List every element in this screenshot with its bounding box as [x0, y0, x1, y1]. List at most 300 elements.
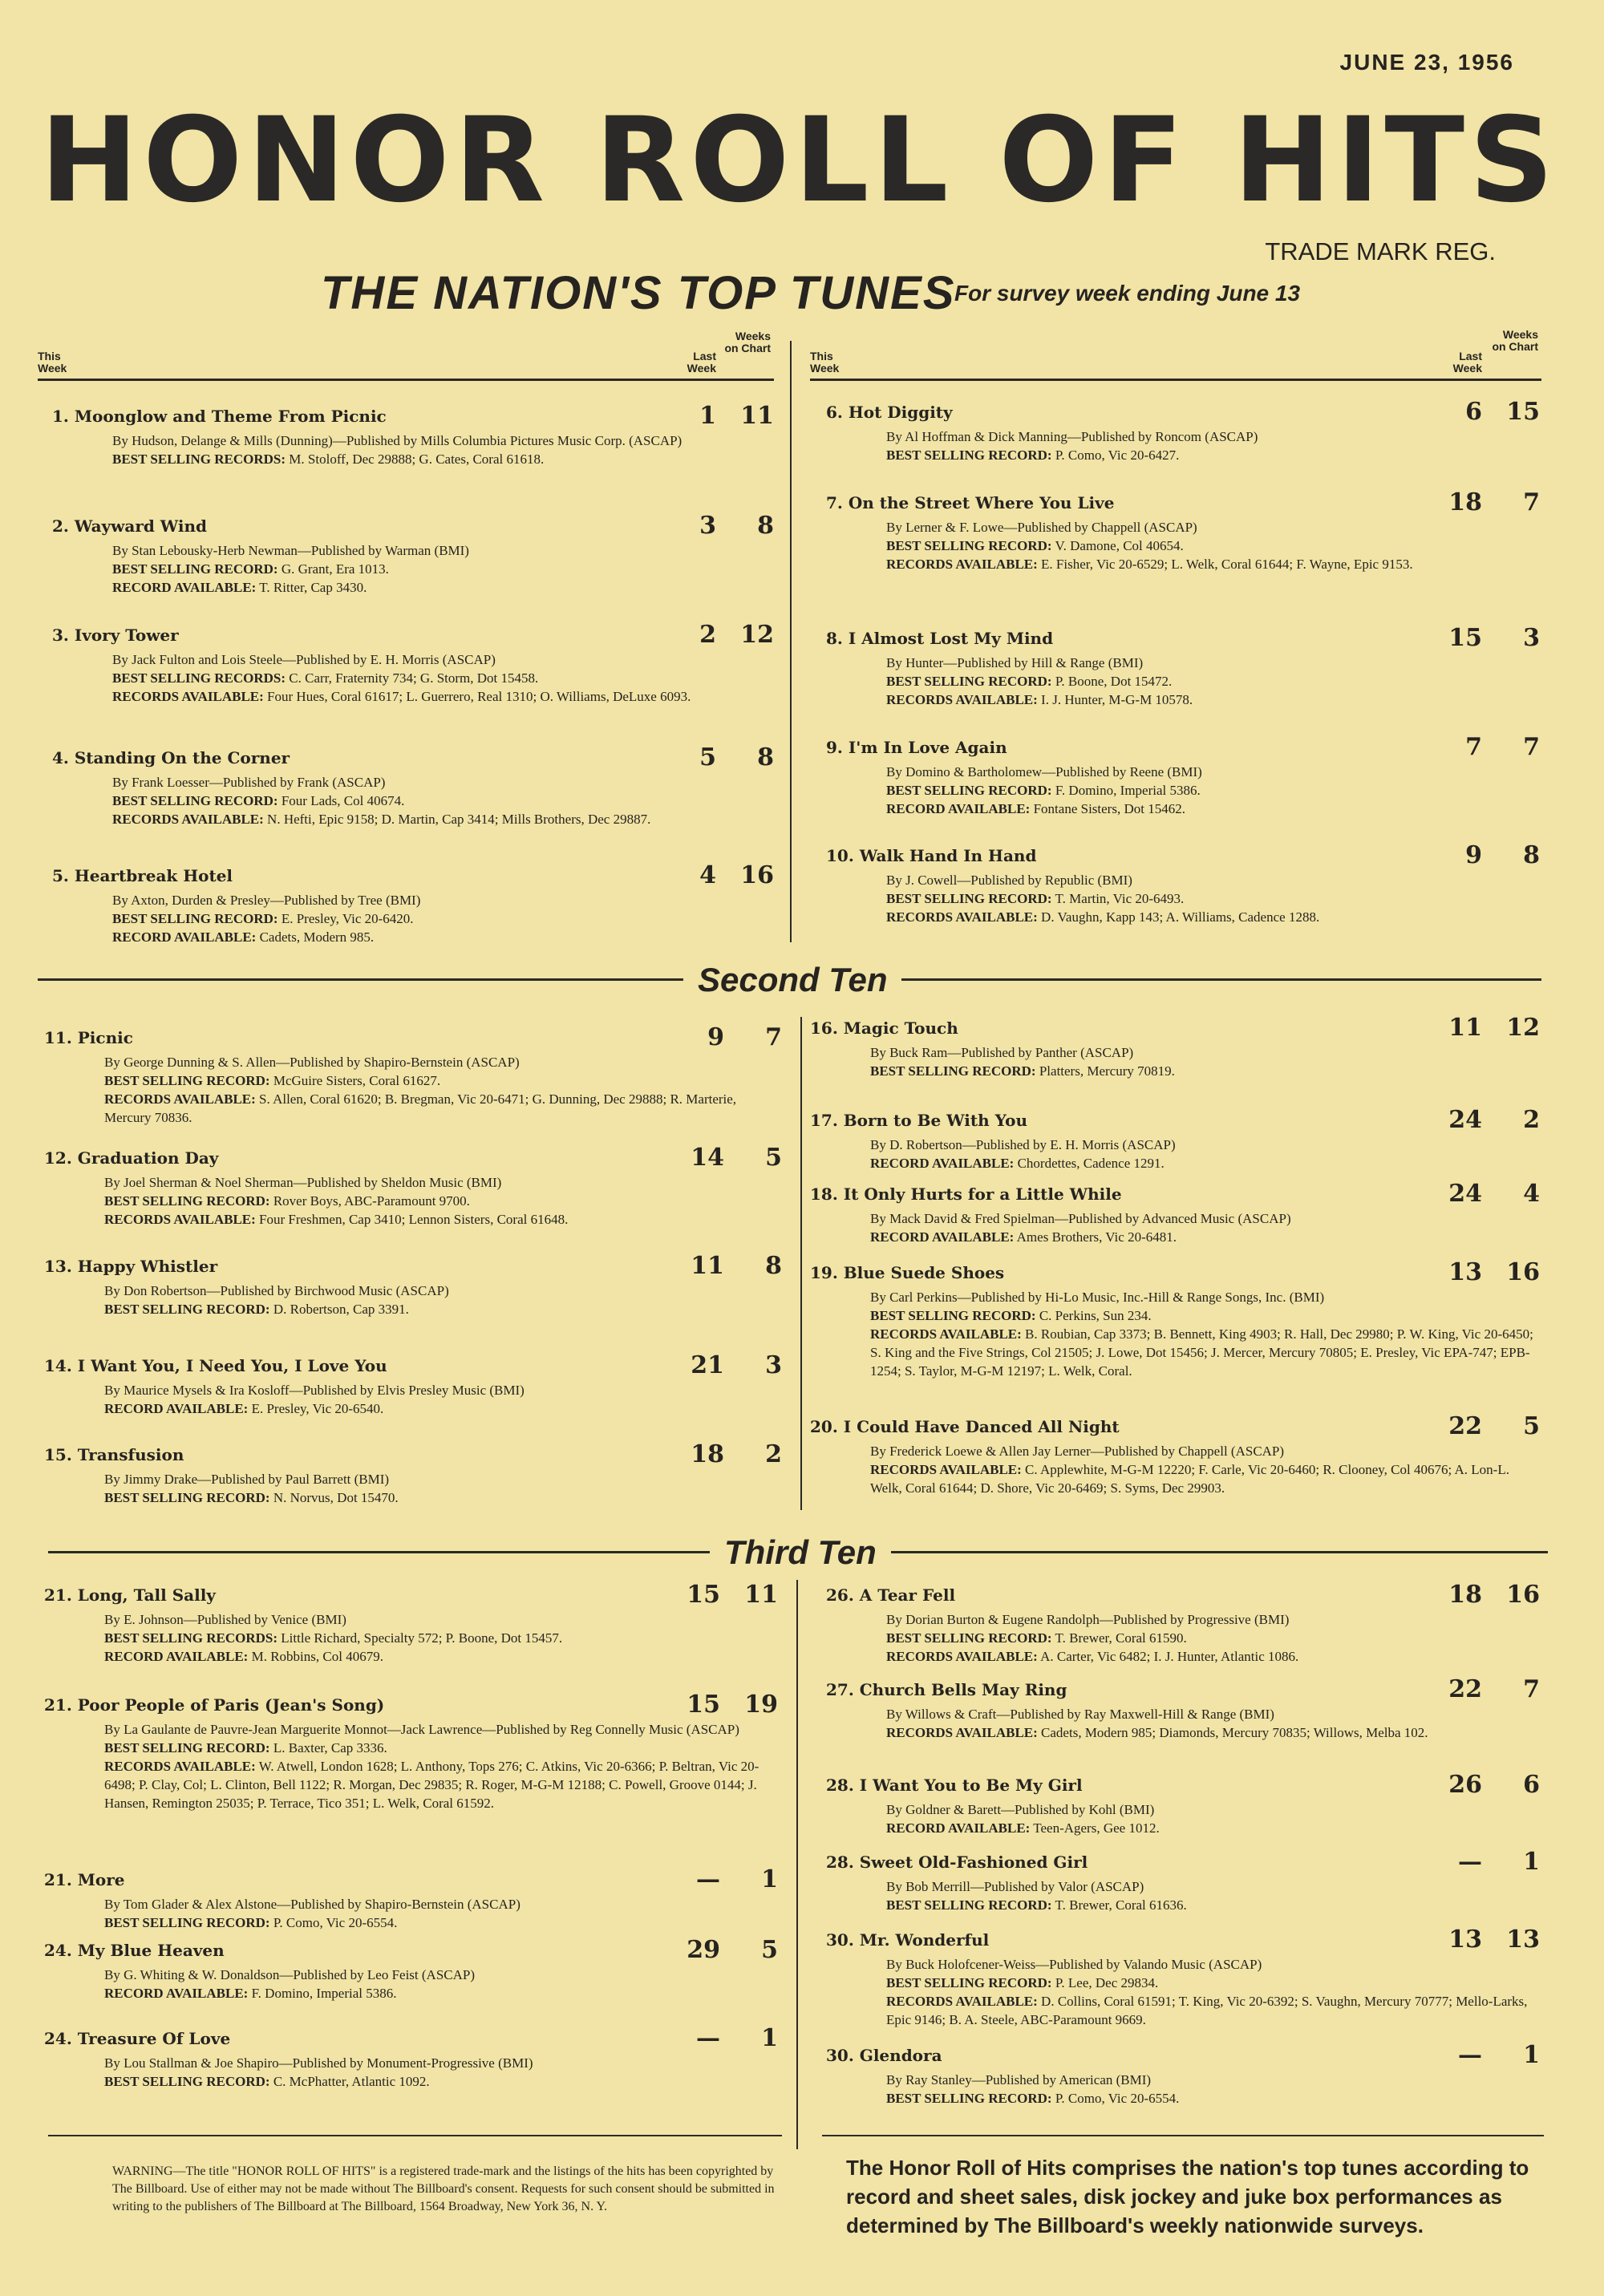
credit-line: By Carl Perkins—Published by Hi-Lo Music, Inc.-Hill & Range Songs, Inc. (BMI) [870, 1290, 1325, 1305]
record-line: BEST SELLING RECORDS: C. Carr, Fraternity 734; G. Storm, Dot 15458. [112, 670, 539, 686]
record-line: BEST SELLING RECORD: L. Baxter, Cap 3336. [104, 1740, 387, 1755]
song-details [104, 1966, 778, 2002]
record-label: RECORD AVAILABLE: [104, 1986, 249, 2001]
weeks-on-chart-value: 1 [761, 2024, 778, 2052]
record-label: RECORD AVAILABLE: [886, 801, 1031, 816]
chart-entry [826, 1674, 1540, 1742]
chart-entry [44, 2023, 778, 2091]
credit-line: By J. Cowell—Published by Republic (BMI) [886, 873, 1132, 888]
record-label: RECORDS AVAILABLE: [886, 557, 1038, 572]
column-header-right [810, 328, 1540, 379]
chart-entry [826, 1580, 1540, 1666]
song-title: 5. Heartbreak Hotel [52, 866, 233, 885]
record-label: RECORD AVAILABLE: [104, 1649, 249, 1664]
weeks-on-chart-value: 2 [765, 1440, 782, 1468]
record-label: RECORD AVAILABLE: [886, 1820, 1031, 1836]
song-title: 3. Ivory Tower [52, 626, 179, 645]
song-title: 21. Long, Tall Sally [44, 1585, 216, 1605]
weeks-on-chart-value: 12 [1506, 1014, 1540, 1042]
song-details [886, 763, 1540, 818]
weeks-on-chart-value: 7 [1523, 488, 1540, 516]
record-label: RECORDS AVAILABLE: [870, 1326, 1022, 1342]
song-details [104, 1381, 782, 1418]
last-week-value: 4 [699, 861, 716, 889]
record-line: RECORDS AVAILABLE: C. Applewhite, M-G-M 12220; F. Carle, Vic 20-6460; R. Clooney, Col 40676; A. Lon-L. Welk, Coral 61644; D. Shore, Vic 20-6469; S. Syms, Dec 29903. [870, 1462, 1509, 1496]
record-label: RECORDS AVAILABLE: [886, 692, 1038, 707]
last-week-value: 13 [1448, 1258, 1482, 1286]
credit-line: By Don Robertson—Published by Birchwood Music (ASCAP) [104, 1283, 449, 1298]
record-label: BEST SELLING RECORD: [886, 783, 1052, 798]
record-label: RECORD AVAILABLE: [104, 1401, 249, 1416]
record-label: BEST SELLING RECORD: [112, 561, 278, 577]
song-details [886, 1955, 1540, 2029]
page-subtitle: THE NATION'S TOP TUNES [321, 267, 956, 319]
record-label: BEST SELLING RECORD: [112, 911, 278, 926]
record-label: BEST SELLING RECORD: [886, 1975, 1052, 1990]
record-line: BEST SELLING RECORD: P. Como, Vic 20-6554. [886, 2091, 1180, 2106]
record-line: BEST SELLING RECORD: T. Martin, Vic 20-6493. [886, 891, 1185, 906]
last-week-value: 9 [707, 1023, 724, 1051]
record-label: RECORDS AVAILABLE: [886, 1649, 1038, 1664]
record-label: RECORDS AVAILABLE: [104, 1212, 256, 1227]
chart-entry [810, 1105, 1540, 1172]
weeks-on-chart-value: 11 [744, 1581, 778, 1609]
last-week-value: 22 [1448, 1675, 1482, 1703]
song-details [870, 1209, 1540, 1246]
song-title: 19. Blue Suede Shoes [810, 1263, 1005, 1282]
record-label: RECORDS AVAILABLE: [886, 909, 1038, 925]
record-line: RECORDS AVAILABLE: I. J. Hunter, M-G-M 10578. [886, 692, 1193, 707]
song-title: 28. I Want You to Be My Girl [826, 1776, 1083, 1795]
footer-note: The Honor Roll of Hits comprises the nation's top tunes according to record and sheet sales, disk jockey and juke box performances as determined by The Billboard's weekly nationwide surveys. [846, 2156, 1529, 2237]
record-line: BEST SELLING RECORD: McGuire Sisters, Coral 61627. [104, 1073, 441, 1088]
record-label: BEST SELLING RECORD: [870, 1308, 1036, 1323]
chart-entry [810, 1013, 1540, 1080]
song-title: 28. Sweet Old-Fashioned Girl [826, 1853, 1088, 1872]
song-title: 30. Mr. Wonderful [826, 1930, 990, 1950]
last-week-value: 15 [687, 1581, 720, 1609]
record-line: RECORD AVAILABLE: Fontane Sisters, Dot 15462. [886, 801, 1185, 816]
chart-entry [44, 1935, 778, 2002]
last-week-value: 6 [1465, 398, 1482, 426]
credit-line: By George Dunning & S. Allen—Published by Shapiro-Bernstein (ASCAP) [104, 1055, 520, 1070]
weeks-on-chart-value: 15 [1506, 398, 1540, 426]
chart-entry [44, 1350, 782, 1418]
weeks-on-chart-value: 8 [1523, 841, 1540, 869]
weeks-on-chart-value: 16 [740, 861, 774, 889]
weeks-on-chart-value: 5 [761, 1936, 778, 1964]
record-line: RECORDS AVAILABLE: S. Allen, Coral 61620; B. Bregman, Vic 20-6471; G. Dunning, Dec 29888; R. Marterie, Mercury 70836. [104, 1091, 737, 1125]
chart-entry [44, 1580, 778, 1666]
record-line: BEST SELLING RECORD: T. Brewer, Coral 61636. [886, 1897, 1187, 1913]
song-title: 30. Glendora [826, 2046, 942, 2065]
record-label: BEST SELLING RECORD: [870, 1063, 1036, 1079]
last-week-value: 13 [1448, 1925, 1482, 1954]
last-week-value: 11 [1448, 1014, 1482, 1042]
song-details [112, 891, 774, 946]
chart-entry [52, 511, 774, 597]
record-line: BEST SELLING RECORD: P. Como, Vic 20-6554. [104, 1915, 398, 1930]
last-week-value: 5 [699, 743, 716, 771]
survey-week-note: For survey week ending June 13 [954, 281, 1301, 306]
credit-line: By Domino & Bartholomew—Published by Reene (BMI) [886, 764, 1202, 780]
chart-entry [810, 1257, 1540, 1380]
record-line: BEST SELLING RECORD: Rover Boys, ABC-Paramount 9700. [104, 1193, 470, 1209]
song-details [104, 1053, 782, 1127]
chart-entry [44, 1440, 782, 1507]
song-details [870, 1442, 1540, 1497]
record-line: RECORDS AVAILABLE: Cadets, Modern 985; Diamonds, Mercury 70835; Willows, Melba 102. [886, 1725, 1428, 1740]
third-ten-heading: Third Ten [710, 1533, 891, 1572]
chart-entry [810, 1411, 1540, 1497]
song-title: 7. On the Street Where You Live [826, 493, 1115, 512]
song-details [886, 654, 1540, 709]
record-label: BEST SELLING RECORD: [886, 538, 1052, 553]
credit-line: By Joel Sherman & Noel Sherman—Published by Sheldon Music (BMI) [104, 1175, 502, 1190]
record-label: BEST SELLING RECORD: [886, 1897, 1052, 1913]
record-label: BEST SELLING RECORD: [104, 1073, 270, 1088]
song-title: 24. Treasure Of Love [44, 2029, 231, 2048]
record-line: BEST SELLING RECORD: P. Boone, Dot 15472. [886, 674, 1173, 689]
record-line: BEST SELLING RECORD: V. Damone, Col 40654. [886, 538, 1184, 553]
chart-entry [52, 860, 774, 946]
record-line: RECORD AVAILABLE: F. Domino, Imperial 5386. [104, 1986, 397, 2001]
song-title: 2. Wayward Wind [52, 516, 208, 536]
chart-entry [826, 840, 1540, 926]
weeks-on-chart-value: 12 [740, 621, 774, 649]
weeks-on-chart-value: 8 [757, 743, 774, 771]
credit-line: By Frederick Loewe & Allen Jay Lerner—Published by Chappell (ASCAP) [870, 1444, 1285, 1459]
weeks-on-chart-value: 2 [1523, 1106, 1540, 1134]
record-line: RECORDS AVAILABLE: Four Freshmen, Cap 3410; Lennon Sisters, Coral 61648. [104, 1212, 569, 1227]
last-week-value: 26 [1448, 1771, 1482, 1799]
chart-entry [826, 1847, 1540, 1914]
credit-line: By La Gaulante de Pauvre-Jean Marguerite Monnot—Jack Lawrence—Published by Reg Connelly Music (ASCAP) [104, 1722, 739, 1737]
credit-line: By Willows & Craft—Published by Ray Maxwell-Hill & Range (BMI) [886, 1707, 1274, 1722]
song-details [886, 427, 1540, 464]
song-title: 20. I Could Have Danced All Night [810, 1417, 1120, 1436]
record-line: RECORDS AVAILABLE: D. Vaughn, Kapp 143; A. Williams, Cadence 1288. [886, 909, 1320, 925]
record-line: BEST SELLING RECORD: E. Presley, Vic 20-6420. [112, 911, 414, 926]
song-details [104, 1470, 782, 1507]
second-ten-heading: Second Ten [683, 961, 901, 999]
record-line: BEST SELLING RECORDS: Little Richard, Specialty 572; P. Boone, Dot 15457. [104, 1630, 563, 1646]
weeks-on-chart-value: 16 [1506, 1581, 1540, 1609]
record-label: BEST SELLING RECORD: [104, 1302, 270, 1317]
weeks-on-chart-value: 5 [1523, 1412, 1540, 1440]
song-title: 17. Born to Be With You [810, 1111, 1028, 1130]
chart-entry [826, 397, 1540, 464]
credit-line: By Jack Fulton and Lois Steele—Published by E. H. Morris (ASCAP) [112, 652, 496, 667]
weeks-on-chart-value: 5 [765, 1144, 782, 1172]
record-line: RECORD AVAILABLE: Chordettes, Cadence 1291. [870, 1156, 1165, 1171]
credit-line: By Mack David & Fred Spielman—Published by Advanced Music (ASCAP) [870, 1211, 1291, 1226]
last-week-value: 3 [699, 512, 716, 540]
weeks-on-chart-value: 7 [1523, 1675, 1540, 1703]
credit-line: By Jimmy Drake—Published by Paul Barrett (BMI) [104, 1472, 390, 1487]
song-details [870, 1043, 1540, 1080]
warning-rule [48, 2135, 782, 2136]
weeks-on-chart-header: Weeks on Chart [1492, 328, 1538, 353]
header-rule-right [810, 379, 1541, 381]
last-week-value: 11 [691, 1252, 724, 1280]
credit-line: By Hudson, Delange & Mills (Dunning)—Published by Mills Columbia Pictures Music Corp. (ASCAP) [112, 433, 683, 448]
song-details [112, 541, 774, 597]
record-line: BEST SELLING RECORDS: M. Stoloff, Dec 29888; G. Cates, Coral 61618. [112, 452, 545, 467]
credit-line: By Tom Glader & Alex Alstone—Published by Shapiro-Bernstein (ASCAP) [104, 1897, 520, 1912]
issue-date: JUNE 23, 1956 [1339, 50, 1514, 75]
last-week-value: 1 [699, 402, 716, 430]
credit-line: By E. Johnson—Published by Venice (BMI) [104, 1612, 346, 1627]
credit-line: By Maurice Mysels & Ira Kosloff—Published by Elvis Presley Music (BMI) [104, 1383, 525, 1398]
record-label: BEST SELLING RECORD: [886, 447, 1052, 463]
last-week-header: Last Week [1452, 350, 1482, 375]
last-week-value: 2 [699, 621, 716, 649]
weeks-on-chart-value: 7 [1523, 733, 1540, 761]
last-week-header: Last Week [687, 350, 716, 375]
chart-entry [826, 2040, 1540, 2108]
credit-line: By Goldner & Barett—Published by Kohl (BMI) [886, 1802, 1155, 1817]
weeks-on-chart-value: 16 [1506, 1258, 1540, 1286]
credit-line: By Frank Loesser—Published by Frank (ASCAP) [112, 775, 386, 790]
weeks-on-chart-value: 1 [1523, 1848, 1540, 1876]
trademark-note: TRADE MARK REG. [1265, 237, 1496, 265]
chart-entry [810, 1179, 1540, 1246]
credit-line: By D. Robertson—Published by E. H. Morris (ASCAP) [870, 1137, 1176, 1152]
credit-line: By Al Hoffman & Dick Manning—Published by Roncom (ASCAP) [886, 429, 1258, 444]
record-line: BEST SELLING RECORD: C. Perkins, Sun 234. [870, 1308, 1152, 1323]
song-details [886, 1877, 1540, 1914]
credit-line: By Lerner & F. Lowe—Published by Chappell (ASCAP) [886, 520, 1197, 535]
last-week-value: — [696, 1865, 720, 1893]
song-details [112, 773, 774, 828]
weeks-on-chart-value: 1 [761, 1865, 778, 1893]
last-week-value: 29 [687, 1936, 720, 1964]
record-line: RECORDS AVAILABLE: A. Carter, Vic 6482; I. J. Hunter, Atlantic 1086. [886, 1649, 1299, 1664]
record-label: BEST SELLING RECORDS: [112, 452, 286, 467]
song-details [886, 1705, 1540, 1742]
credit-line: By Hunter—Published by Hill & Range (BMI) [886, 655, 1144, 670]
last-week-value: 24 [1448, 1106, 1482, 1134]
song-title: 18. It Only Hurts for a Little While [810, 1184, 1122, 1204]
last-week-value: — [1458, 1848, 1482, 1876]
record-label: RECORD AVAILABLE: [112, 929, 257, 945]
record-label: BEST SELLING RECORD: [104, 2074, 270, 2089]
chart-entry [44, 1022, 782, 1127]
record-line: BEST SELLING RECORD: Four Lads, Col 40674. [112, 793, 405, 808]
song-details [886, 518, 1540, 573]
last-week-value: 9 [1465, 841, 1482, 869]
record-line: BEST SELLING RECORD: Platters, Mercury 70819. [870, 1063, 1175, 1079]
song-title: 4. Standing On the Corner [52, 748, 290, 767]
record-label: RECORD AVAILABLE: [870, 1156, 1015, 1171]
song-details [104, 2054, 778, 2091]
last-week-value: 14 [691, 1144, 724, 1172]
song-title: 26. A Tear Fell [826, 1585, 956, 1605]
song-details [112, 650, 774, 706]
weeks-on-chart-value: 4 [1523, 1180, 1540, 1208]
record-label: RECORDS AVAILABLE: [886, 1994, 1038, 2009]
record-line: RECORDS AVAILABLE: Four Hues, Coral 61617; L. Guerrero, Real 1310; O. Williams, DeLuxe 6093. [112, 689, 691, 704]
record-line: RECORDS AVAILABLE: N. Hefti, Epic 9158; D. Martin, Cap 3414; Mills Brothers, Dec 29887. [112, 812, 651, 827]
record-label: RECORDS AVAILABLE: [112, 812, 264, 827]
chart-entry [44, 1143, 782, 1229]
song-title: 6. Hot Diggity [826, 403, 953, 422]
song-title: 9. I'm In Love Again [826, 738, 1007, 757]
record-line: BEST SELLING RECORD: D. Robertson, Cap 3391. [104, 1302, 409, 1317]
last-week-value: 15 [687, 1691, 720, 1719]
weeks-on-chart-value: 8 [757, 512, 774, 540]
record-label: BEST SELLING RECORD: [112, 793, 278, 808]
song-title: 16. Magic Touch [810, 1018, 958, 1038]
record-label: BEST SELLING RECORD: [886, 674, 1052, 689]
credit-line: By Buck Holofcener-Weiss—Published by Valando Music (ASCAP) [886, 1957, 1262, 1972]
masthead-title: HONOR ROLL OF HITS [40, 92, 1559, 229]
record-label: RECORD AVAILABLE: [112, 580, 257, 595]
weeks-on-chart-value: 1 [1523, 2041, 1540, 2069]
record-line: RECORD AVAILABLE: T. Ritter, Cap 3430. [112, 580, 367, 595]
column-divider [790, 341, 792, 942]
last-week-value: — [1458, 2041, 1482, 2069]
song-details [886, 1800, 1540, 1837]
record-label: BEST SELLING RECORD: [104, 1740, 270, 1755]
copyright-warning: WARNING—The title "HONOR ROLL OF HITS" is a registered trade-mark and the listings of the hits has been copyrighted by The Billboard. Use of either may not be made without The Billboard's consent. Requests for such consent should be submitted in writing to the publishers of The Billboard at The Billboard, 1564 Broadway, New York 36, N. Y. [112, 2164, 775, 2213]
weeks-on-chart-value: 19 [744, 1691, 778, 1719]
song-details [870, 1288, 1540, 1380]
song-title: 10. Walk Hand In Hand [826, 846, 1037, 865]
credit-line: By G. Whiting & W. Donaldson—Published by Leo Feist (ASCAP) [104, 1967, 476, 1982]
record-line: BEST SELLING RECORD: P. Como, Vic 20-6427. [886, 447, 1180, 463]
chart-entry [52, 620, 774, 706]
record-line: RECORDS AVAILABLE: D. Collins, Coral 61591; T. King, Vic 20-6392; S. Vaughn, Mercury 70777; Mello-Larks, Epic 9146; B. A. Steele, ABC-Paramount 9669. [886, 1994, 1528, 2027]
last-week-value: 22 [1448, 1412, 1482, 1440]
chart-entry [44, 1690, 778, 1812]
record-label: RECORDS AVAILABLE: [104, 1091, 256, 1107]
record-label: BEST SELLING RECORD: [886, 1630, 1052, 1646]
record-label: BEST SELLING RECORD: [886, 2091, 1052, 2106]
weeks-on-chart-value: 3 [1523, 624, 1540, 652]
song-details [104, 1282, 782, 1318]
credit-line: By Bob Merrill—Published by Valor (ASCAP) [886, 1879, 1144, 1894]
record-label: BEST SELLING RECORD: [104, 1490, 270, 1505]
last-week-value: 18 [1448, 1581, 1482, 1609]
column-divider [796, 1580, 798, 2149]
record-label: BEST SELLING RECORDS: [112, 670, 286, 686]
record-line: RECORD AVAILABLE: E. Presley, Vic 20-6540. [104, 1401, 384, 1416]
song-details [886, 2071, 1540, 2108]
chart-entry [44, 1251, 782, 1318]
credit-line: By Stan Lebousky-Herb Newman—Published by Warman (BMI) [112, 543, 469, 558]
record-line: RECORDS AVAILABLE: B. Roubian, Cap 3373; B. Bennett, King 4903; R. Hall, Dec 29980; P. W. King, Vic 20-6450; S. King and the Five Strings, Col 21505; J. Lowe, Dot 15456; J. Mercer, Mercury 70805; E. Presley, Vic EPA-747; EPB-1254; S. Taylor, M-G-M 12197; L. Welk, Coral. [870, 1326, 1533, 1379]
record-line: BEST SELLING RECORD: N. Norvus, Dot 15470. [104, 1490, 399, 1505]
song-details [104, 1895, 778, 1932]
song-details [112, 431, 774, 468]
record-label: BEST SELLING RECORDS: [104, 1630, 278, 1646]
chart-entry [52, 743, 774, 828]
weeks-on-chart-value: 8 [765, 1252, 782, 1280]
song-title: 1. Moonglow and Theme From Picnic [52, 407, 387, 426]
record-line: RECORDS AVAILABLE: W. Atwell, London 1628; L. Anthony, Tops 276; C. Atkins, Vic 20-6366; P. Beltran, Vic 20-6498; P. Clay, Col; L. Clinton, Bell 1122; R. Morgan, Dec 29835; R. Roger, M-G-M 12188; C. Powell, Groove 0144; J. Hansen, Remington 25035; P. Terrace, Tico 351; L. Welk, Coral 61592. [104, 1759, 759, 1811]
record-line: RECORDS AVAILABLE: E. Fisher, Vic 20-6529; L. Welk, Coral 61644; F. Wayne, Epic 9153. [886, 557, 1413, 572]
record-label: RECORDS AVAILABLE: [112, 689, 264, 704]
last-week-value: — [696, 2024, 720, 2052]
song-details [886, 871, 1540, 926]
song-title: 12. Graduation Day [44, 1148, 219, 1168]
weeks-on-chart-value: 6 [1523, 1771, 1540, 1799]
song-title: 21. Poor People of Paris (Jean's Song) [44, 1695, 385, 1715]
song-title: 15. Transfusion [44, 1445, 184, 1464]
weeks-on-chart-value: 13 [1506, 1925, 1540, 1954]
last-week-value: 24 [1448, 1180, 1482, 1208]
weeks-on-chart-value: 11 [740, 402, 774, 430]
song-title: 8. I Almost Lost My Mind [826, 629, 1054, 648]
column-divider [800, 1017, 802, 1510]
chart-entry [826, 1770, 1540, 1837]
header-rule-left [38, 379, 774, 381]
song-details [886, 1610, 1540, 1666]
record-line: BEST SELLING RECORD: T. Brewer, Coral 61590. [886, 1630, 1187, 1646]
column-header-left [38, 330, 772, 379]
record-label: RECORDS AVAILABLE: [104, 1759, 256, 1774]
last-week-value: 21 [691, 1351, 724, 1379]
last-week-value: 18 [1448, 488, 1482, 516]
song-details [870, 1136, 1540, 1172]
last-week-value: 7 [1465, 733, 1482, 761]
song-title: 21. More [44, 1870, 125, 1889]
record-line: BEST SELLING RECORD: F. Domino, Imperial 5386. [886, 783, 1201, 798]
song-details [104, 1173, 782, 1229]
last-week-value: 15 [1448, 624, 1482, 652]
credit-line: By Lou Stallman & Joe Shapiro—Published by Monument-Progressive (BMI) [104, 2055, 533, 2071]
weeks-on-chart-header: Weeks on Chart [724, 330, 771, 354]
record-label: RECORD AVAILABLE: [870, 1229, 1015, 1245]
record-line: RECORD AVAILABLE: Teen-Agers, Gee 1012. [886, 1820, 1160, 1836]
chart-entry [826, 623, 1540, 709]
record-line: RECORD AVAILABLE: Cadets, Modern 985. [112, 929, 375, 945]
chart-entry [52, 401, 774, 468]
song-title: 13. Happy Whistler [44, 1257, 218, 1276]
song-title: 14. I Want You, I Need You, I Love You [44, 1356, 387, 1375]
chart-entry [826, 732, 1540, 818]
record-label: BEST SELLING RECORD: [886, 891, 1052, 906]
last-week-value: 18 [691, 1440, 724, 1468]
song-details [104, 1720, 778, 1812]
record-line: BEST SELLING RECORD: G. Grant, Era 1013. [112, 561, 389, 577]
this-week-header: This Week [38, 350, 67, 375]
song-details [104, 1610, 778, 1666]
record-label: RECORDS AVAILABLE: [870, 1462, 1022, 1477]
credit-line: By Dorian Burton & Eugene Randolph—Published by Progressive (BMI) [886, 1612, 1290, 1627]
weeks-on-chart-value: 3 [765, 1351, 782, 1379]
record-label: BEST SELLING RECORD: [104, 1915, 270, 1930]
this-week-header: This Week [810, 350, 840, 375]
song-title: 24. My Blue Heaven [44, 1941, 225, 1960]
credit-line: By Ray Stanley—Published by American (BMI) [886, 2072, 1152, 2087]
chart-entry [44, 1865, 778, 1932]
credit-line: By Buck Ram—Published by Panther (ASCAP) [870, 1045, 1134, 1060]
chart-entry [826, 1925, 1540, 2029]
weeks-on-chart-value: 7 [765, 1023, 782, 1051]
chart-entry [826, 488, 1540, 573]
record-line: BEST SELLING RECORD: P. Lee, Dec 29834. [886, 1975, 1159, 1990]
record-line: BEST SELLING RECORD: C. McPhatter, Atlantic 1092. [104, 2074, 430, 2089]
credit-line: By Axton, Durden & Presley—Published by Tree (BMI) [112, 893, 421, 908]
record-line: RECORD AVAILABLE: M. Robbins, Col 40679. [104, 1649, 383, 1664]
record-label: BEST SELLING RECORD: [104, 1193, 270, 1209]
record-label: RECORDS AVAILABLE: [886, 1725, 1038, 1740]
song-title: 11. Picnic [44, 1028, 133, 1047]
song-title: 27. Church Bells May Ring [826, 1680, 1067, 1699]
